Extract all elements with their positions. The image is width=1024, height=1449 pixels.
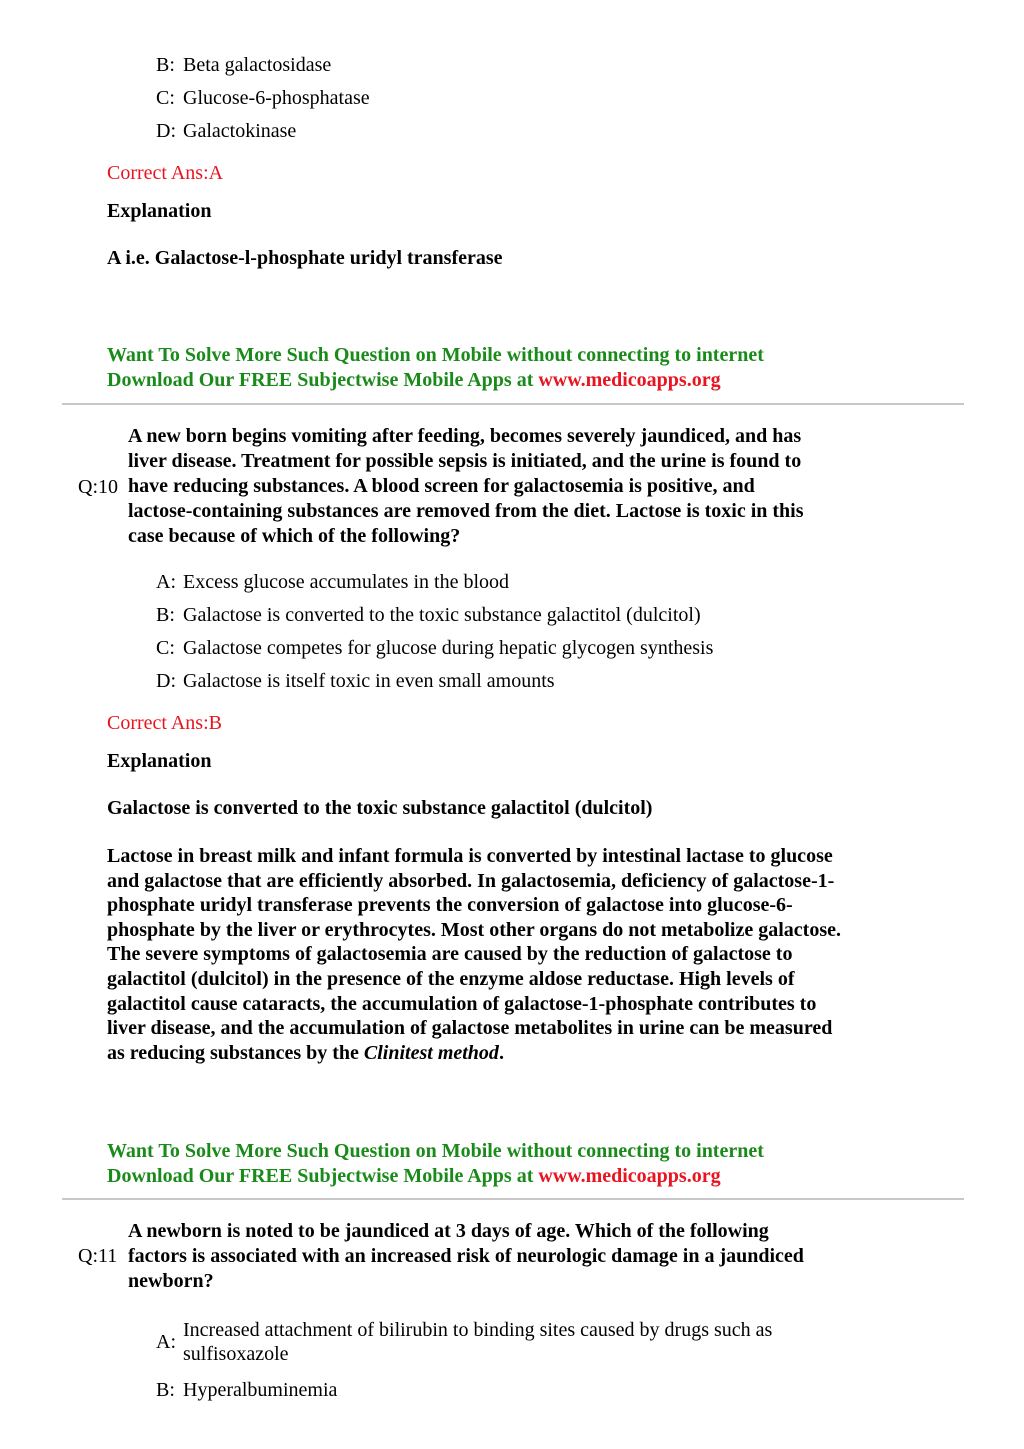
promo-line-1: Want To Solve More Such Question on Mobile without connecting to internet <box>107 344 764 366</box>
question-number: Q:10 <box>78 476 118 498</box>
divider <box>62 403 964 405</box>
option-text: Galactose is converted to the toxic substance galactitol (dulcitol) <box>183 604 701 626</box>
option-text: Beta galactosidase <box>183 54 332 76</box>
explanation-title: A i.e. Galactose-l-phosphate uridyl transferase <box>107 247 503 269</box>
promo-prefix: Download Our FREE Subjectwise Mobile Apps at <box>107 1165 539 1187</box>
option-key: B: <box>156 1379 175 1401</box>
explanation-body <box>107 844 841 1065</box>
option-d <box>156 665 555 698</box>
option-text: Excess glucose accumulates in the blood <box>183 571 510 593</box>
correct-answer: Correct Ans:B <box>107 712 222 734</box>
promo-url-link[interactable]: www.medicoapps.org <box>538 369 721 391</box>
explanation-line: liver disease, and the accumulation of galactose metabolites in urine can be measured <box>107 1017 833 1040</box>
option-text: Galactose is itself toxic in even small amounts <box>183 670 555 692</box>
option-key: D: <box>156 670 176 692</box>
option-text: Increased attachment of bilirubin to binding sites caused by drugs such as <box>183 1319 773 1341</box>
option-key: C: <box>156 87 175 109</box>
question-line: have reducing substances. A blood screen for galactosemia is positive, and <box>128 475 755 497</box>
question-line: newborn? <box>128 1270 214 1292</box>
option-c <box>156 632 713 665</box>
question-line: case because of which of the following? <box>128 525 461 547</box>
question-number: Q:11 <box>78 1245 118 1267</box>
option-key: B: <box>156 54 175 76</box>
question-text <box>128 424 804 549</box>
option-b <box>156 49 331 82</box>
question-text <box>128 1219 804 1294</box>
option-c <box>156 82 370 115</box>
question-line: lactose-containing substances are removed from the diet. Lactose is toxic in this <box>128 500 804 522</box>
option-a <box>156 1318 772 1366</box>
explanation-line: galactitol cause cataracts, the accumulation of galactose-1-phosphate contributes to <box>107 992 817 1015</box>
explanation-line: phosphate uridyl transferase prevents the conversion of galactose into glucose-6- <box>107 894 793 917</box>
promo-line-1: Want To Solve More Such Question on Mobile without connecting to internet <box>107 1140 764 1162</box>
question-line: A new born begins vomiting after feeding, becomes severely jaundiced, and has <box>128 425 802 447</box>
explanation-line: Lactose in breast milk and infant formula is converted by intestinal lactase to glucose <box>107 845 833 867</box>
explanation-line-last <box>107 1041 841 1066</box>
option-key: B: <box>156 604 175 626</box>
option-b <box>156 599 701 632</box>
promo-prefix: Download Our FREE Subjectwise Mobile Apps at <box>107 369 539 391</box>
promo-url-link[interactable]: www.medicoapps.org <box>538 1165 721 1187</box>
promo-block <box>107 343 764 393</box>
option-text: Glucose-6-phosphatase <box>183 87 370 109</box>
promo-block <box>107 1139 764 1189</box>
option-key: A: <box>156 1331 176 1353</box>
promo-line-2 <box>107 368 764 393</box>
option-key: D: <box>156 120 176 142</box>
option-text: Galactokinase <box>183 120 297 142</box>
option-text: Hyperalbuminemia <box>183 1379 338 1401</box>
explanation-heading: Explanation <box>107 200 212 222</box>
question-line: A newborn is noted to be jaundiced at 3 days of age. Which of the following <box>128 1220 769 1242</box>
option-key: A: <box>156 571 176 593</box>
period: . <box>498 1041 504 1064</box>
option-text: sulfisoxazole <box>183 1343 289 1365</box>
option-key: C: <box>156 637 175 659</box>
explanation-line: galactitol (dulcitol) in the presence of the enzyme aldose reductase. High levels of <box>107 967 795 990</box>
explanation-heading: Explanation <box>107 750 212 772</box>
explanation-line: and galactose that are efficiently absorbed. In galactosemia, deficiency of galactose-1- <box>107 869 835 892</box>
clinitest-method-italic: Clinitest method <box>363 1041 499 1064</box>
explanation-line: phosphate by the liver or erythrocytes. Most other organs do not metabolize galactose. <box>107 918 841 941</box>
explanation-text: as reducing substances by the <box>107 1041 364 1064</box>
option-a <box>156 566 509 599</box>
explanation-line: The severe symptoms of galactosemia are caused by the reduction of galactose to <box>107 943 793 966</box>
option-d <box>156 115 296 148</box>
question-line: factors is associated with an increased risk of neurologic damage in a jaundiced <box>128 1245 804 1267</box>
correct-answer: Correct Ans:A <box>107 162 224 184</box>
question-line: liver disease. Treatment for possible sepsis is initiated, and the urine is found to <box>128 450 802 472</box>
divider <box>62 1198 964 1200</box>
promo-line-2 <box>107 1164 764 1189</box>
explanation-title: Galactose is converted to the toxic substance galactitol (dulcitol) <box>107 797 653 819</box>
option-b <box>156 1374 337 1407</box>
option-text: Galactose competes for glucose during hepatic glycogen synthesis <box>183 637 714 659</box>
